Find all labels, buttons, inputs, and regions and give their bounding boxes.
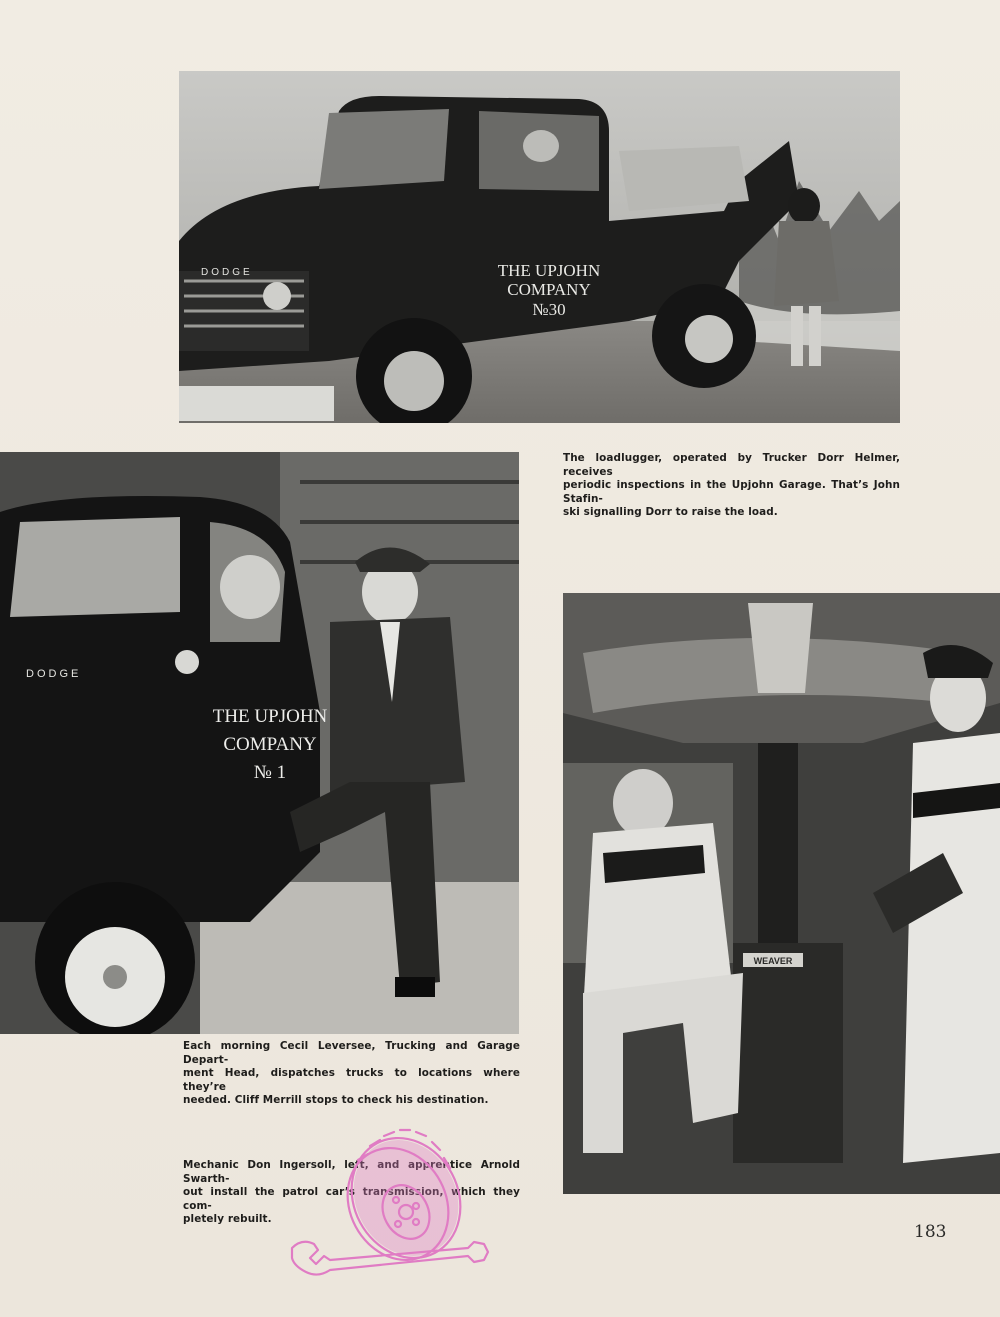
photo-loadlugger-truck (179, 71, 900, 423)
truck-door-line-3: №30 (532, 300, 566, 319)
truck-door-line-2: COMPANY (507, 280, 591, 299)
caption-line: Each morning Cecil Leversee, Trucking and Garage Depart- (183, 1040, 520, 1066)
mechanics-photo-art (563, 593, 1000, 1194)
caption-line: needed. Cliff Merrill stops to check his destination. (183, 1094, 489, 1107)
truck-grille-brand: DODGE (201, 267, 253, 278)
jack-brand-label: WEAVER (753, 956, 793, 966)
dispatch-photo-art (0, 452, 519, 1034)
photo-dispatch-truck (0, 452, 519, 1034)
caption-line: Mechanic Don Ingersoll, left, and apprentice Arnold Swarth- (183, 1159, 520, 1185)
photo-mechanics (563, 593, 1000, 1194)
caption-line: The loadlugger, operated by Trucker Dorr Helmer, receives (563, 452, 900, 478)
caption-loadlugger (563, 452, 900, 520)
caption-line: out install the patrol car’s transmission, which they com- (183, 1186, 520, 1212)
truck-hood-brand: DODGE (26, 668, 82, 680)
caption-line: ski signalling Dorr to raise the load. (563, 506, 778, 519)
truck-door-line-2: COMPANY (223, 734, 317, 755)
truck-door-line-1: THE UPJOHN (212, 706, 328, 727)
caption-line: pletely rebuilt. (183, 1213, 272, 1226)
loadlugger-photo-art (179, 71, 900, 423)
truck-door-line-3: № 1 (253, 762, 287, 783)
truck-door-line-1: THE UPJOHN (497, 261, 601, 280)
caption-line: ment Head, dispatches trucks to locations where they’re (183, 1067, 520, 1093)
caption-line: periodic inspections in the Upjohn Garage. That’s John Stafin- (563, 479, 900, 505)
tire-wrench-illustration (288, 1120, 493, 1290)
page-number: 183 (914, 1222, 947, 1242)
caption-dispatch (183, 1040, 520, 1108)
